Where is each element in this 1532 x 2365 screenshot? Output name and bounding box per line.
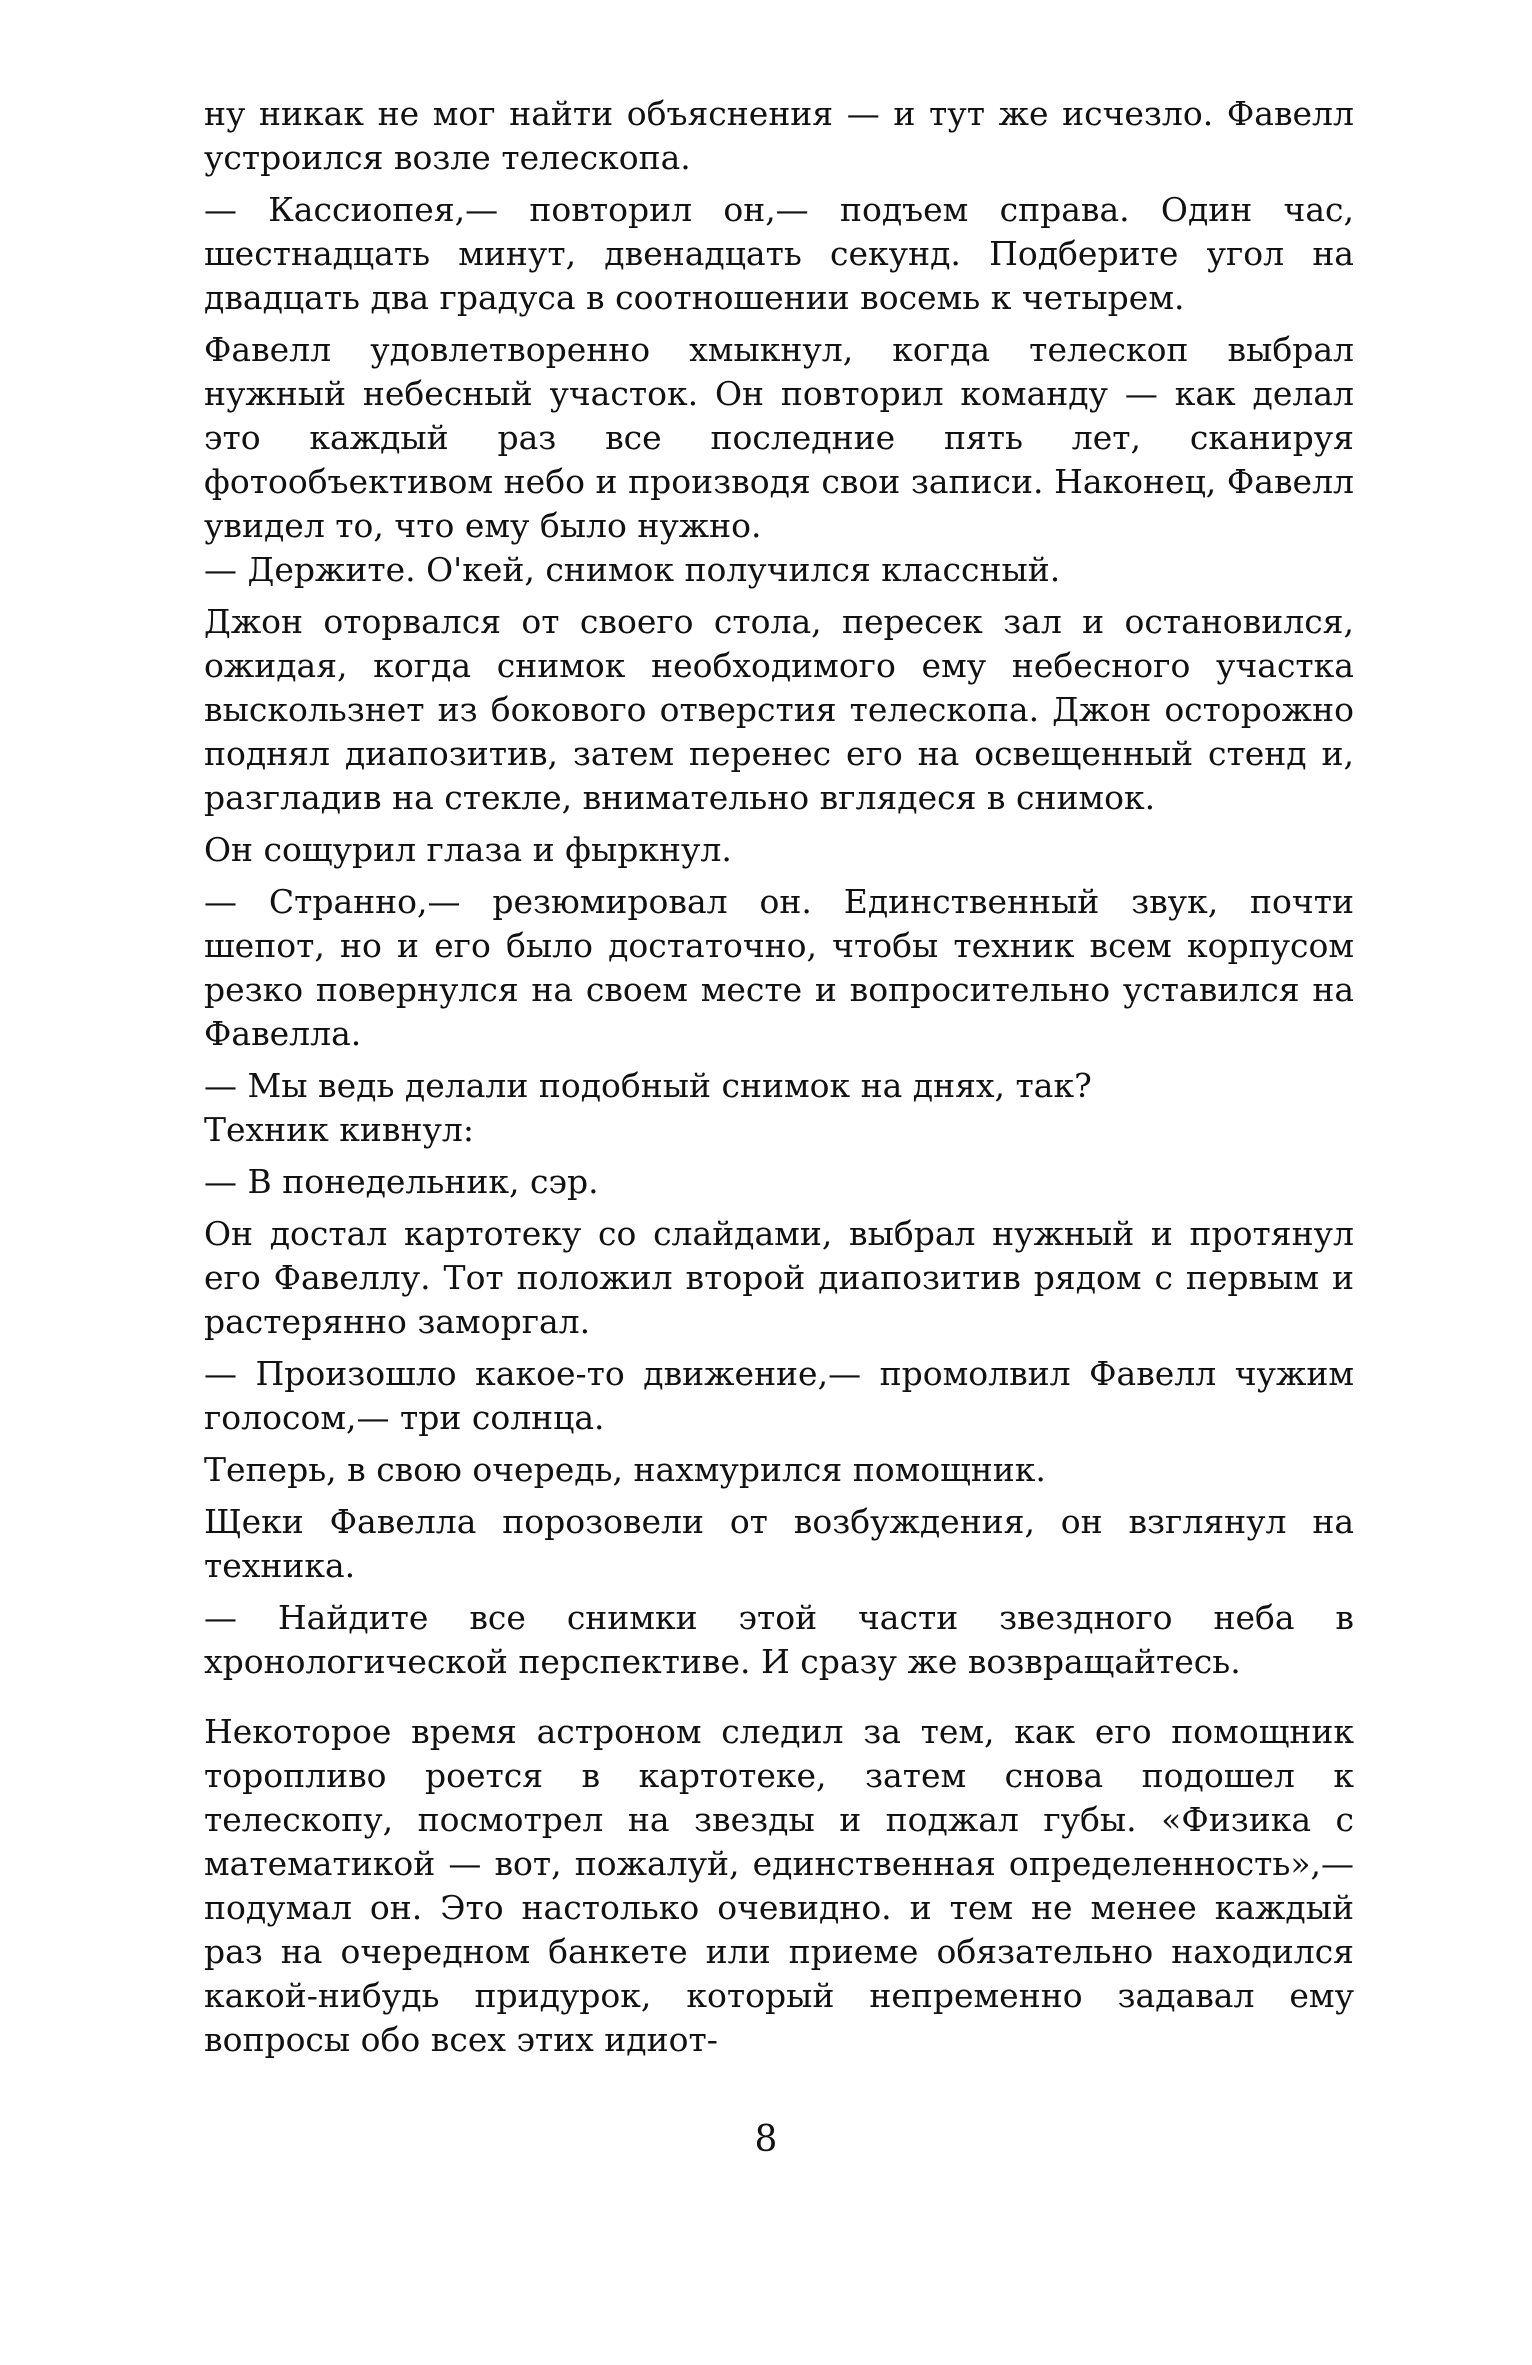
paragraph: — Произошло какое-то движение,— промолвил Фавелл чужим голосом,— три солнца. <box>204 1354 1354 1437</box>
paragraph: Он сощурил глаза и фыркнул. <box>204 830 732 869</box>
paragraph: Джон оторвался от своего стола, пересек зал и остановился, ожидая, когда снимок необходимого ему небесного участка выскользнет из бокового отверстия телескопа. Джон осторожно поднял диапозитив, затем перенес его на освещенный стенд и, разгладив на стекле, внимательно вглядеся в снимок. <box>204 602 1354 817</box>
paragraph: — Мы ведь делали подобный снимок на днях, так? <box>204 1066 1092 1105</box>
paragraph: Теперь, в свою очередь, нахмурился помощник. <box>204 1450 1046 1489</box>
paragraph: ну никак не мог найти объяснения — и тут же исчезло. Фавелл устроился возле телескопа. <box>204 94 1354 177</box>
paragraph: Техник кивнул: <box>204 1110 474 1149</box>
paragraph: — Странно,— резюмировал он. Единственный звук, почти шепот, но и его было достаточно, чтобы техник всем корпусом резко повернулся на своем месте и вопросительно уставился на Фавелла. <box>204 882 1354 1053</box>
paragraph: — В понедельник, сэр. <box>204 1162 599 1201</box>
paragraph: — Кассиопея,— повторил он,— подъем справа. Один час, шестнадцать минут, двенадцать секунд. Подберите угол на двадцать два градуса в соотношении восемь к четырем. <box>204 190 1354 317</box>
paragraph: Некоторое время астроном следил за тем, как его помощник торопливо роется в картотеке, затем снова подошел к телескопу, посмотрел на звезды и поджал губы. «Физика с математикой — вот, пожалуй, единственная определенность»,— подумал он. Это настолько очевидно. и тем не менее каждый раз на очередном банкете или приеме обязательно находился какой-нибудь придурок, который непременно задавал ему вопросы обо всех этих идиот- <box>204 1712 1354 2059</box>
paragraph: Он достал картотеку со слайдами, выбрал нужный и протянул его Фавеллу. Тот положил второй диапозитив рядом с первым и растерянно заморгал. <box>204 1214 1354 1341</box>
page-number: 8 <box>754 2119 778 2160</box>
paragraph: Фавелл удовлетворенно хмыкнул, когда телескоп выбрал нужный небесный участок. Он повторил команду — как делал это каждый раз все последние пять лет, сканируя фотообъективом небо и производя свои записи. Наконец, Фавелл увидел то, что ему было нужно. <box>204 330 1354 545</box>
paragraph: — Держите. О'кей, снимок получился классный. <box>204 550 1061 589</box>
body-text <box>204 92 1354 2062</box>
paragraph: Щеки Фавелла порозовели от возбуждения, он взглянул на техника. <box>204 1502 1354 1585</box>
paragraph: — Найдите все снимки этой части звездного неба в хронологической перспективе. И сразу же возвращайтесь. <box>204 1598 1354 1681</box>
